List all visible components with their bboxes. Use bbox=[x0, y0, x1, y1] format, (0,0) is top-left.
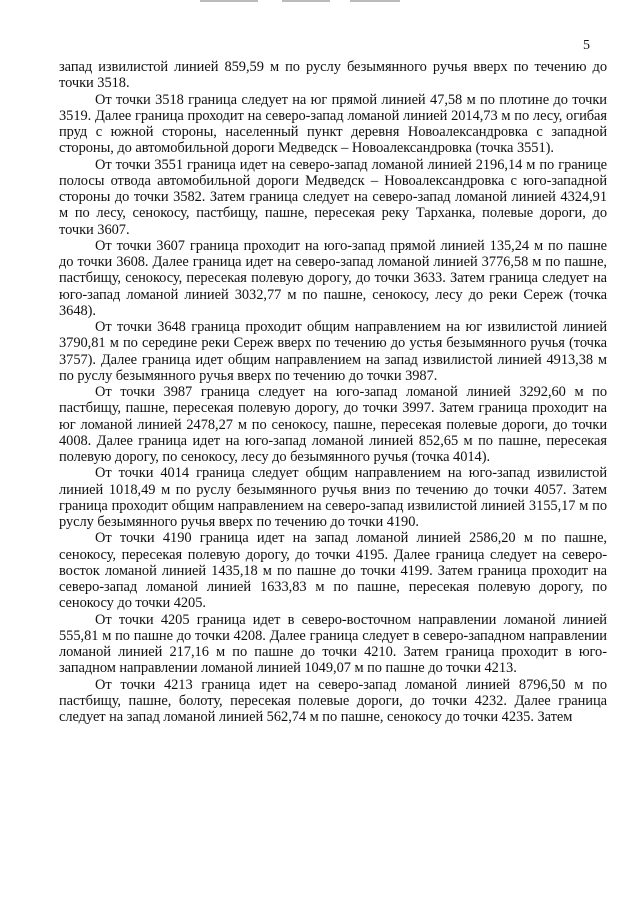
paragraph: От точки 4014 граница следует общим направлением на юго-запад извилистой линией 1018,49 м по руслу безымянного ручья вниз по течению до точки 4057. Затем граница проходит общим направлением на северо-запад извилистой линией 3155,17 м по руслу безымянного ручья вверх по течению до точки 4190. bbox=[59, 465, 607, 530]
paragraph: От точки 3607 граница проходит на юго-запад прямой линией 135,24 м по пашне до точки 3608. Далее граница идет на северо-запад ломаной линией 3776,58 м по пашне, пастбищу, сенокосу, пересекая полевую дорогу, до точки 3633. Затем граница следует на юго-запад ломаной линией 3032,77 м по пашне, сенокосу, лесу до реки Сереж (точка 3648). bbox=[59, 237, 607, 319]
paragraph: От точки 4190 граница идет на запад ломаной линией 2586,20 м по пашне, сенокосу, пересекая полевую дорогу, до точки 4195. Далее граница следует на северо-восток ломаной линией 1435,18 м по пашне до точки 4199. Затем граница проходит на северо-запад ломаной линией 1633,83 м по пашне, пересекая полевую дорогу, по сенокосу до точки 4205. bbox=[59, 530, 607, 612]
paragraph: От точки 3551 граница идет на северо-запад ломаной линией 2196,14 м по границе полосы отвода автомобильной дороги Медведск – Новоалександровка с юго-западной стороны до точки 3582. Затем граница следует на северо-запад ломаной линией 4324,91 м по лесу, сенокосу, пастбищу, пашне, пересекая реку Тарханка, полевые дороги, до точки 3607. bbox=[59, 156, 607, 238]
paragraph: От точки 3518 граница следует на юг прямой линией 47,58 м по плотине до точки 3519. Далее граница проходит на северо-запад ломаной линией 2014,73 м по лесу, огибая пруд с южной стороны, населенный пункт деревня Новоалександровка с западной стороны, до автомобильной дороги Медведск – Новоалександровка (точка 3551). bbox=[59, 91, 607, 157]
paragraph: От точки 3987 граница следует на юго-запад ломаной линией 3292,60 м по пастбищу, пашне, пересекая полевую дорогу, до точки 3997. Затем граница проходит на юг ломаной линией 2478,27 м по сенокосу, пашне, пересекая полевые дороги, до точки 4008. Далее граница идет на юго-запад ломаной линией 852,65 м по пашне, пересекая полевую дорогу, по сенокосу, лесу до безымянного ручья (точка 4014). bbox=[59, 384, 607, 465]
paragraph: От точки 4213 граница идет на северо-запад ломаной линией 8796,50 м по пастбищу, пашне, болоту, пересекая полевые дороги, до точки 4232. Далее граница следует на запад ломаной линией 562,74 м по пашне, сенокосу до точки 4235. Затем bbox=[59, 676, 607, 725]
paragraph: От точки 3648 граница проходит общим направлением на юг извилистой линией 3790,81 м по середине реки Сереж вверх по течению до устья безымянного ручья (точка 3757). Далее граница идет общим направлением на запад извилистой линией 4913,38 м по руслу безымянного ручья вверх по течению до точки 3987. bbox=[59, 319, 607, 384]
paragraph: От точки 4205 граница идет в северо-восточном направлении ломаной линией 555,81 м по пашне до точки 4208. Далее граница следует в северо-западном направлении ломаной линией 217,16 м по пашне до точки 4210. Затем граница проходит в юго-западном направлении ломаной линией 1049,07 м по пашне до точки 4213. bbox=[59, 611, 607, 677]
document-body bbox=[59, 59, 607, 725]
page-number: 5 bbox=[583, 38, 590, 53]
paragraph: запад извилистой линией 859,59 м по руслу безымянного ручья вверх по течению до точки 3518. bbox=[59, 59, 607, 92]
scan-edge-marks bbox=[0, 0, 640, 6]
